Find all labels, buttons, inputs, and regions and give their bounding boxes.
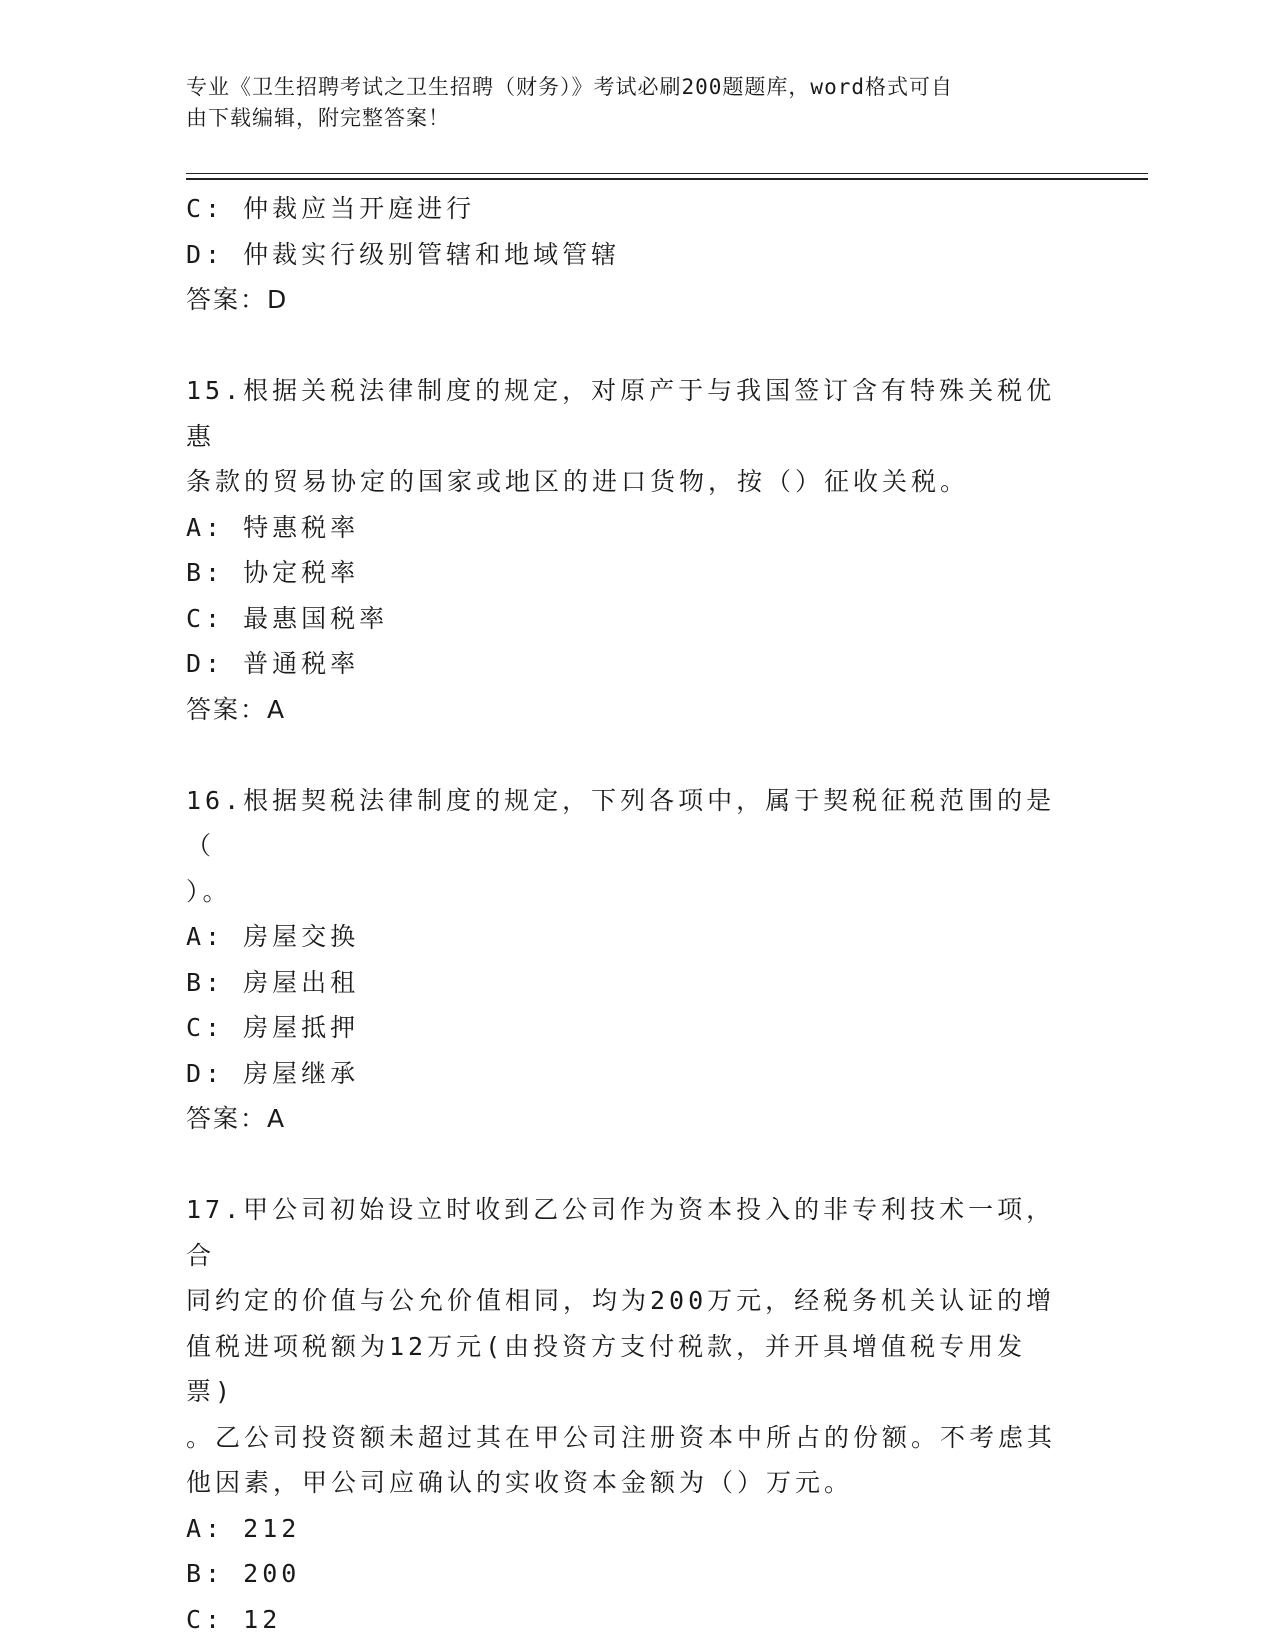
question-stem-line: 。乙公司投资额未超过其在甲公司注册资本中所占的份额。不考虑其 (186, 1422, 1057, 1452)
question-15 (186, 368, 1066, 732)
question-17 (186, 1187, 1066, 1642)
question-stem-line: 值税进项税额为12万元(由投资方支付税款，并开具增值税专用发票) (186, 1331, 1027, 1406)
header-divider-thick (186, 178, 1148, 180)
question-stem-line: 15.根据关税法律制度的规定，对原产于与我国签订含有特殊关税优惠 (186, 376, 1056, 451)
question-16 (186, 778, 1066, 1142)
prev-question-continuation (186, 186, 1066, 323)
answer-line: 答案：A (186, 694, 287, 724)
question-stem-line: 16.根据契税法律制度的规定，下列各项中，属于契税征税范围的是（ (186, 785, 1056, 860)
spacer (186, 323, 1066, 369)
option-a: A: 212 (186, 1513, 301, 1543)
option-b: B: 房屋出租 (186, 967, 360, 997)
header-divider-thin (186, 173, 1148, 174)
answer-line: 答案：A (186, 1104, 287, 1133)
option-d: D: 房屋继承 (186, 1058, 360, 1088)
option-c: C: 最惠国税率 (186, 603, 389, 633)
option-c: C: 仲裁应当开庭进行 (186, 194, 476, 223)
question-stem-line: 同约定的价值与公允价值相同，均为200万元，经税务机关认证的增 (186, 1286, 1056, 1315)
option-c: C: 房屋抵押 (186, 1013, 360, 1042)
question-stem-line: ）。 (186, 876, 232, 906)
spacer (186, 1142, 1066, 1188)
option-a: A: 房屋交换 (186, 922, 360, 951)
question-stem-line: 条款的贸易协定的国家或地区的进口货物，按（）征收关税。 (186, 467, 970, 496)
option-b: B: 200 (186, 1559, 301, 1588)
header-line-1: 专业《卫生招聘考试之卫生招聘（财务）》考试必刷200题题库，word格式可自 (186, 75, 953, 99)
document-header (186, 72, 1066, 134)
option-a: A: 特惠税率 (186, 512, 360, 542)
question-stem-line: 他因素，甲公司应确认的实收资本金额为（）万元。 (186, 1468, 854, 1497)
option-d: D: 仲裁实行级别管辖和地域管辖 (186, 239, 621, 269)
option-d: D: 普通税率 (186, 649, 360, 678)
spacer (186, 732, 1066, 778)
question-stem-line: 17.甲公司初始设立时收到乙公司作为资本投入的非专利技术一项，合 (186, 1195, 1056, 1270)
option-c: C: 12 (186, 1604, 282, 1634)
document-body (186, 186, 1066, 1642)
answer-line: 答案：D (186, 285, 289, 314)
header-line-2: 由下载编辑，附完整答案！ (186, 106, 450, 130)
option-b: B: 协定税率 (186, 558, 360, 587)
